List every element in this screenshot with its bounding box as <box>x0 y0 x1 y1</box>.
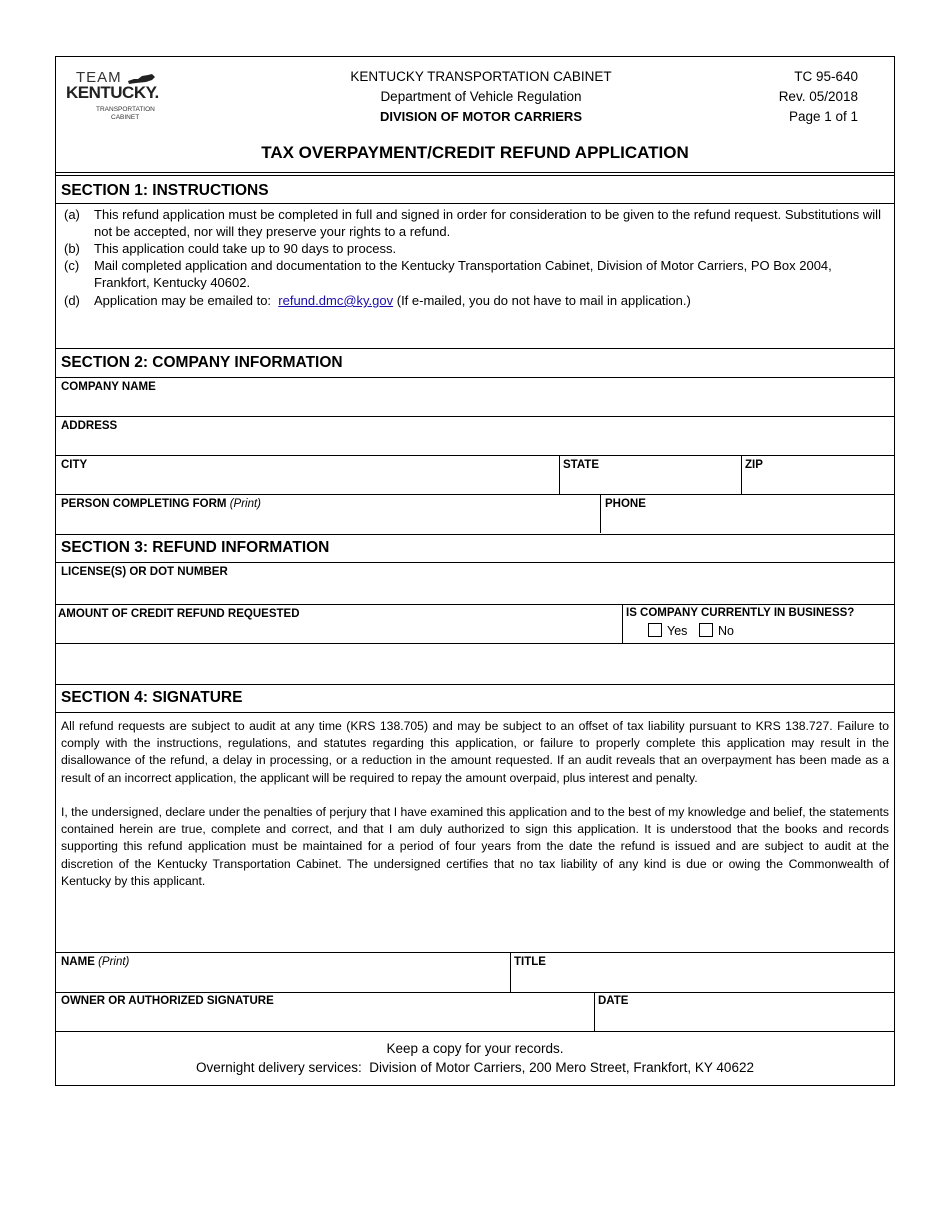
instruction-text <box>94 292 884 309</box>
form-number: TC 95-640 <box>794 69 858 84</box>
person-completing-label <box>61 498 261 510</box>
section4-top-divider <box>56 684 894 685</box>
person-label-note: (Print) <box>229 498 261 510</box>
page-number: Page 1 of 1 <box>788 109 858 124</box>
instruction-text: Mail completed application and documentation to the Kentucky Transportation Cabinet, Division of Motor Carriers, PO Box 2004, Frankfort, Kentucky 40602. <box>94 258 832 290</box>
row-divider <box>56 604 894 605</box>
form-info <box>696 67 858 127</box>
section3-divider <box>56 562 894 563</box>
license-label: LICENSE(S) OR DOT NUMBER <box>61 566 228 578</box>
instruction-marker: (a) <box>64 207 80 222</box>
row-divider <box>56 455 894 456</box>
address-field[interactable] <box>57 434 893 454</box>
form-title: TAX OVERPAYMENT/CREDIT REFUND APPLICATION <box>261 143 689 162</box>
date-field[interactable] <box>595 1009 891 1029</box>
logo-main-text: KENTUCKY. <box>66 83 159 102</box>
section4-divider <box>56 712 894 713</box>
instruction-text: This refund application must be completed in full and signed in order for consideration to be given to the refund request. Substitutions will not be accepted, nor will they preserve your rights to a refund. <box>94 207 881 239</box>
state-label: STATE <box>563 459 599 471</box>
section3-title: SECTION 3: REFUND INFORMATION <box>61 539 330 556</box>
section2-title: SECTION 2: COMPANY INFORMATION <box>61 354 343 371</box>
person-completing-field[interactable] <box>57 512 597 532</box>
header-divider <box>56 172 894 173</box>
instruction-marker: (d) <box>64 293 80 308</box>
row-divider <box>56 494 894 495</box>
row-divider <box>56 992 894 993</box>
instruction-d <box>64 292 884 309</box>
section1-title: SECTION 1: INSTRUCTIONS <box>61 182 269 199</box>
refund-form <box>55 56 895 1086</box>
city-field[interactable] <box>57 473 557 493</box>
row-divider <box>56 643 894 644</box>
instruction-text: This application could take up to 90 days to process. <box>94 241 397 256</box>
form-revision: Rev. 05/2018 <box>778 89 858 104</box>
column-divider <box>622 604 623 643</box>
footer-divider <box>56 1031 894 1032</box>
footer <box>56 1039 894 1077</box>
department-name: Department of Vehicle Regulation <box>380 89 582 104</box>
row-divider <box>56 416 894 417</box>
no-checkbox[interactable] <box>699 623 713 637</box>
logo-top-text: TEAM <box>76 69 122 86</box>
name-label-text: NAME <box>61 956 95 968</box>
section1-divider <box>56 203 894 204</box>
signature-label: OWNER OR AUTHORIZED SIGNATURE <box>61 995 274 1007</box>
zip-label: ZIP <box>745 459 763 471</box>
instruction-c <box>64 257 884 291</box>
amount-field[interactable] <box>57 623 617 643</box>
phone-label: PHONE <box>605 498 646 510</box>
agency-block <box>286 67 676 127</box>
logo-sub-text-1: TRANSPORTATION <box>96 106 155 113</box>
amount-label: AMOUNT OF CREDIT REFUND REQUESTED <box>58 608 300 620</box>
footer-records-note: Keep a copy for your records. <box>386 1041 564 1056</box>
section2-divider <box>56 377 894 378</box>
company-name-label: COMPANY NAME <box>61 381 156 393</box>
license-field[interactable] <box>57 580 893 602</box>
phone-field[interactable] <box>601 512 891 532</box>
instruction-b <box>64 240 884 257</box>
person-label-text: PERSON COMPLETING FORM <box>61 498 227 510</box>
title-label: TITLE <box>514 956 546 968</box>
name-field[interactable] <box>57 970 507 990</box>
state-field[interactable] <box>560 473 740 493</box>
instruction-text-before: Application may be emailed to: <box>94 293 275 308</box>
yes-option[interactable] <box>648 623 687 638</box>
refund-blank-field[interactable] <box>57 645 893 682</box>
instruction-marker: (b) <box>64 241 80 256</box>
row-divider <box>56 952 894 953</box>
footer-overnight-address: Overnight delivery services: Division of Motor Carriers, 200 Mero Street, Frankfort, KY 40622 <box>196 1060 754 1075</box>
instruction-text-after: (If e-mailed, you do not have to mail in application.) <box>393 293 691 308</box>
logo-sub-text-2: CABINET <box>111 114 140 121</box>
section4-title: SECTION 4: SIGNATURE <box>61 689 243 706</box>
division-name: DIVISION OF MOTOR CARRIERS <box>380 109 582 124</box>
name-label-note: (Print) <box>98 956 130 968</box>
section3-top-divider <box>56 534 894 535</box>
declaration-paragraph: I, the undersigned, declare under the penalties of perjury that I have examined this application and to the best of my knowledge and belief, the statements contained herein are true, complete and correct, and that I am duly authorized to sign this application. It is understood that the books and records supporting this refund application must be maintained for a period of four years from the date the refund is issued and are subject to audit at the discretion of the Kentucky Transportation Cabinet. The undersigned certifies that no tax liability of any kind is due or owing the Commonwealth of Kentucky by this applicant. <box>61 805 889 888</box>
audit-paragraph: All refund requests are subject to audit at any time (KRS 138.705) and may be subject to an offset of tax liability pursuant to KRS 138.727. Failure to comply with the instructions, regulations, and statutes regarding this application, or failure to properly complete this application may result in the disallowance of the refund, a delay in processing, or a reduction in the amount requested. If an audit reveals that an overpayment has been made as a result of an incorrect application, the applicant will be required to repay the amount overpaid, plus interest and penalty. <box>61 719 889 785</box>
name-label <box>61 956 129 968</box>
yes-checkbox[interactable] <box>648 623 662 637</box>
header-divider-inner <box>56 175 894 176</box>
in-business-label: IS COMPANY CURRENTLY IN BUSINESS? <box>626 607 855 619</box>
date-label: DATE <box>598 995 629 1007</box>
signature-field[interactable] <box>57 1009 592 1029</box>
yes-label: Yes <box>667 624 688 638</box>
title-field[interactable] <box>511 970 891 990</box>
city-label: CITY <box>61 459 88 471</box>
instruction-marker: (c) <box>64 258 80 273</box>
refund-email-link[interactable]: refund.dmc@ky.gov <box>278 293 394 308</box>
zip-field[interactable] <box>742 473 892 493</box>
instruction-a <box>64 206 884 240</box>
no-label: No <box>718 624 734 638</box>
address-label: ADDRESS <box>61 420 118 432</box>
team-kentucky-logo <box>66 69 171 127</box>
agency-name: KENTUCKY TRANSPORTATION CABINET <box>350 69 612 84</box>
company-name-field[interactable] <box>57 395 893 415</box>
no-option[interactable] <box>699 623 734 638</box>
section2-top-divider <box>56 348 894 349</box>
